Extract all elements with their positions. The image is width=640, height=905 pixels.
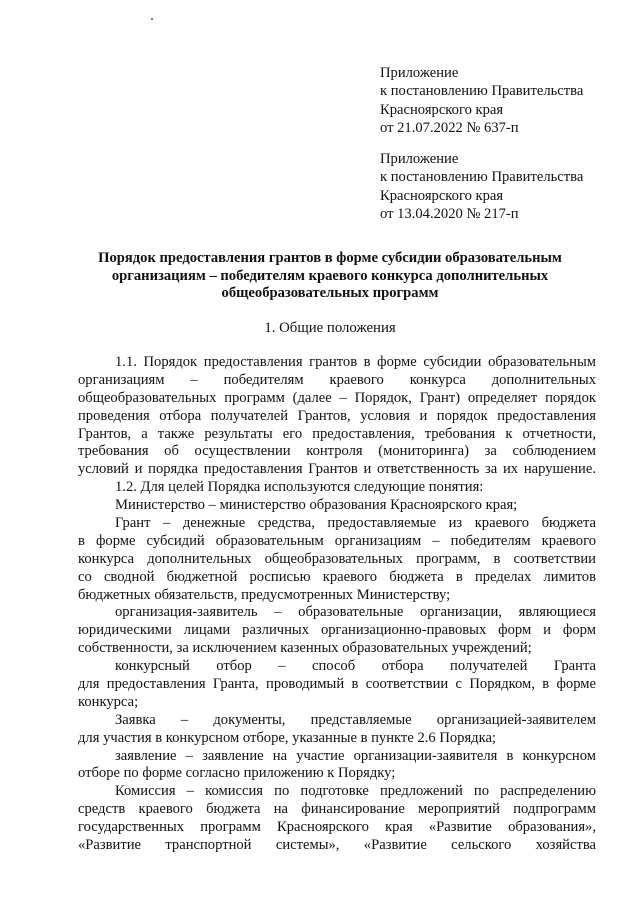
body-line: Заявка – документы, представляемые организацией-заявителем bbox=[115, 711, 596, 728]
annex-line: к постановлению Правительства bbox=[380, 169, 584, 186]
body-line: «Развитие транспортной системы», «Развитие сельского хозяйства bbox=[78, 837, 596, 854]
body-line: юридическими лицами различных организационно-правовых форм и форм bbox=[78, 622, 596, 639]
body-line: Министерство – министерство образования Красноярского края; bbox=[115, 497, 518, 514]
annex-line: от 21.07.2022 № 637-п bbox=[380, 119, 519, 136]
title-line: организациям – победителям краевого конкурса дополнительных bbox=[111, 267, 549, 284]
body-line: государственных программ Красноярского края «Развитие образования», bbox=[78, 819, 596, 836]
body-line: конкурса дополнительных общеобразовательных программ, в соответствии bbox=[78, 550, 596, 567]
body-line: бюджетных обязательств, предусмотренных Министерству; bbox=[78, 586, 451, 603]
body-line: проведения отбора получателей Грантов, условия и порядок предоставления bbox=[78, 407, 596, 424]
body-line: 1.1. Порядок предоставления грантов в форме субсидии образовательным bbox=[115, 354, 596, 370]
document-title bbox=[70, 250, 590, 303]
body-line: общеобразовательных программ (далее – Порядок, Грант) определяет порядок bbox=[78, 389, 596, 406]
annex-line: от 13.04.2020 № 217-п bbox=[380, 205, 519, 222]
body-line: условий и порядка предоставления Грантов и ответственность за их нарушение. bbox=[78, 461, 596, 478]
body-line: в форме субсидий образовательным организациям – победителям краевого bbox=[78, 532, 596, 549]
body-line: для участия в конкурсном отборе, указанные в пункте 2.6 Порядка; bbox=[78, 729, 497, 746]
body-line: конкурса; bbox=[78, 693, 139, 710]
body-line: Грант – денежные средства, предоставляемые из краевого бюджета bbox=[115, 515, 596, 532]
body-line: для предоставления Гранта, проводимый в соответствии с Порядком, в форме bbox=[78, 676, 596, 693]
body-line: Комиссия – комиссия по подготовке предложений по распределению bbox=[115, 783, 596, 800]
body-line: со сводной бюджетной росписью краевого бюджета в пределах лимитов bbox=[78, 568, 596, 585]
body-line: собственности, за исключением казенных образовательных учреждений; bbox=[78, 640, 532, 657]
section-heading: 1. Общие положения bbox=[264, 320, 396, 336]
body-line: конкурсный отбор – способ отбора получателей Гранта bbox=[115, 658, 596, 675]
title-line: Порядок предоставления грантов в форме субсидии образовательным bbox=[98, 250, 562, 266]
body-line: требования об осуществлении контроля (мониторинга) за соблюдением bbox=[78, 443, 596, 460]
body-line: средств краевого бюджета на финансирование мероприятий подпрограмм bbox=[78, 801, 596, 818]
body-line: организациям – победителям краевого конкурса дополнительных bbox=[78, 371, 596, 388]
annex-line: Приложение bbox=[380, 151, 459, 167]
annex-line: Красноярского края bbox=[380, 187, 504, 204]
body-line: организация-заявитель – образовательные организации, являющиеся bbox=[115, 604, 596, 621]
body-line: 1.2. Для целей Порядка используются следующие понятия: bbox=[115, 479, 484, 496]
title-line: общеобразовательных программ bbox=[221, 285, 439, 301]
body-line: отборе по форме согласно приложению к Порядку; bbox=[78, 765, 396, 782]
annex-line: Приложение bbox=[380, 65, 459, 81]
document-body bbox=[78, 354, 596, 855]
scan-speck bbox=[151, 18, 153, 20]
body-line: Грантов, а также результаты его предоставления, требования к отчетности, bbox=[78, 425, 596, 442]
annex-line: Красноярского края bbox=[380, 101, 504, 118]
annex-block-original bbox=[380, 150, 630, 223]
annex-block-current bbox=[380, 64, 630, 137]
body-line: заявление – заявление на участие организации-заявителя в конкурсном bbox=[115, 747, 596, 764]
annex-line: к постановлению Правительства bbox=[380, 83, 584, 100]
